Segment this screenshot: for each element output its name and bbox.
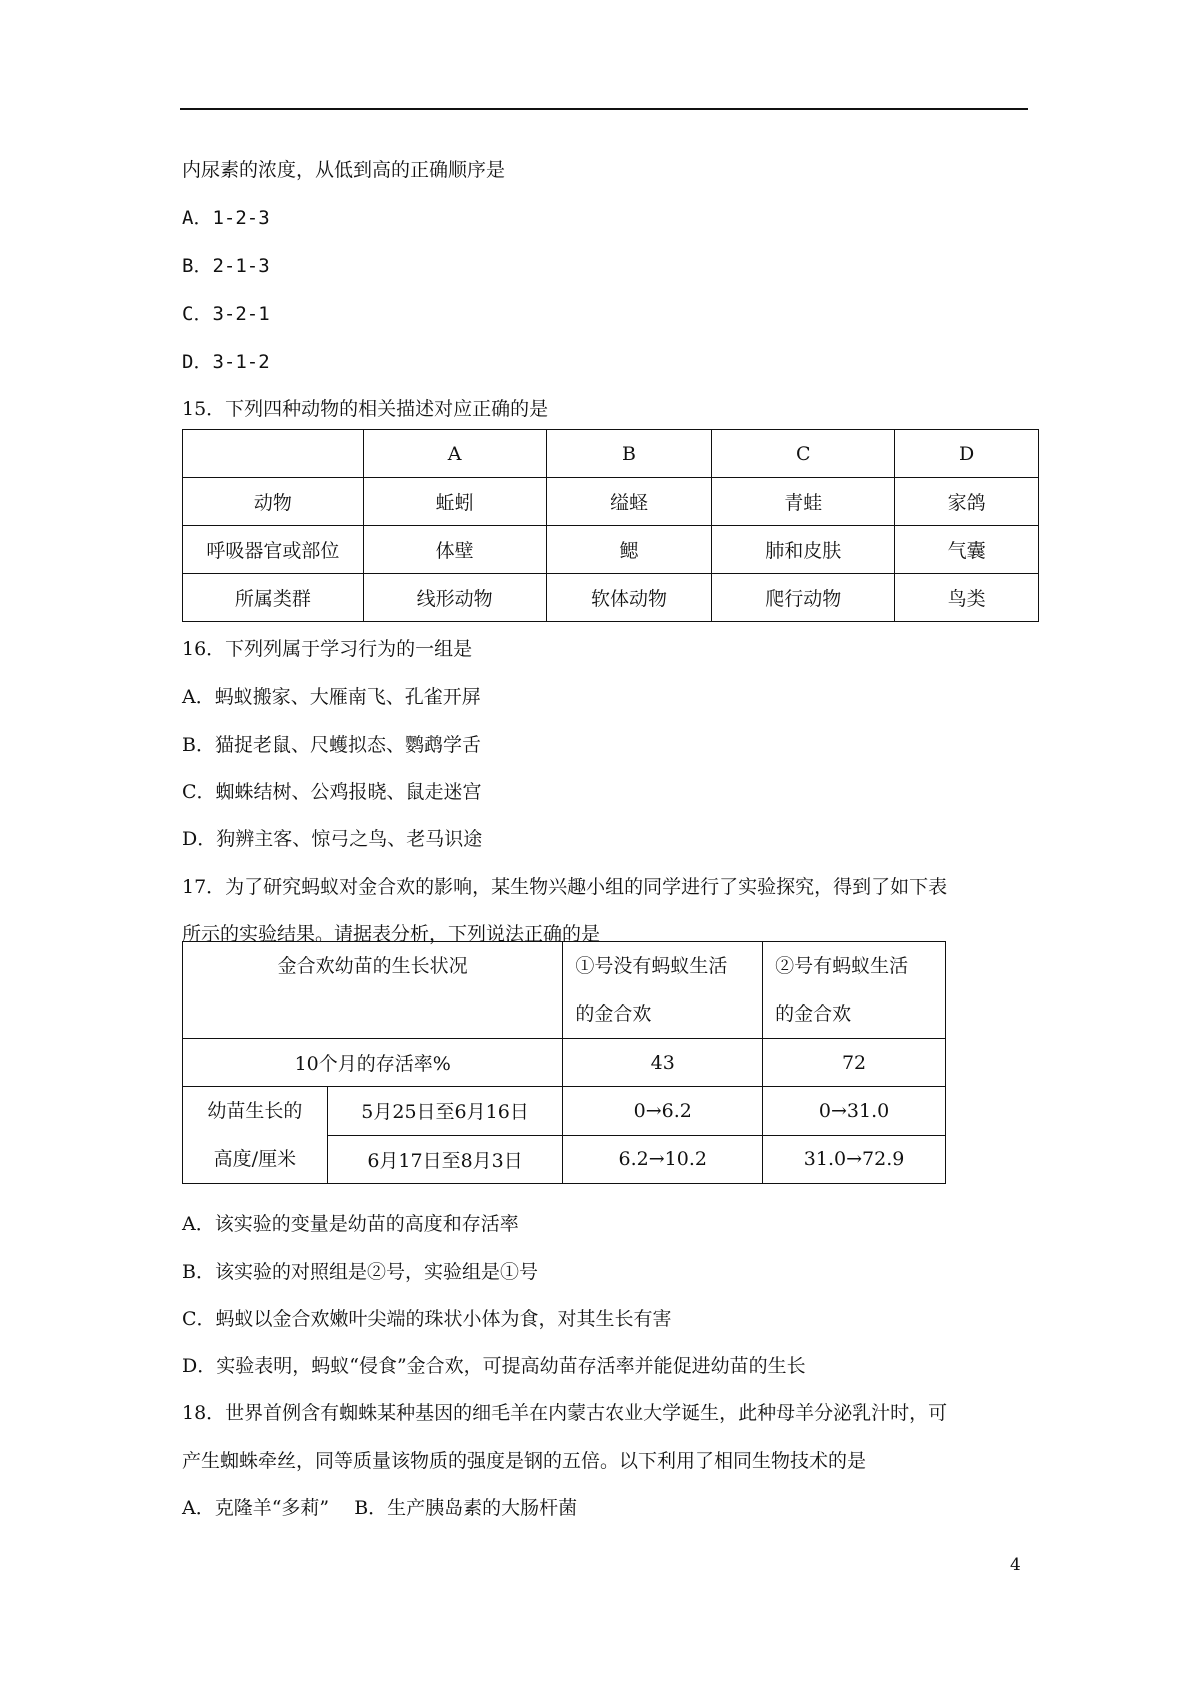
table-row: [183, 526, 1039, 574]
group1-header: [563, 942, 763, 1039]
table-row: [183, 1087, 946, 1136]
table-cell: 蚯蚓: [363, 478, 546, 526]
table-cell: [183, 430, 364, 478]
q18-stem-line1: 18．世界首例含有蜘蛛某种基因的细毛羊在内蒙古农业大学诞生，此种母羊分泌乳汁时，可: [182, 1402, 948, 1424]
group1-header-line2: 的金合欢: [575, 1003, 652, 1025]
table-cell: 鸟类: [895, 574, 1039, 622]
header-label: [183, 942, 563, 1039]
table-row: [183, 942, 946, 1039]
table-cell: 体壁: [363, 526, 546, 574]
q14-option-c: C．3-2-1: [182, 303, 270, 325]
table-row: [183, 430, 1039, 478]
q16-option-b: B．猫捉老鼠、尺蠖拟态、鹦鹉学舌: [182, 734, 481, 756]
table-cell: 线形动物: [363, 574, 546, 622]
period1-group1: 0→6.2: [563, 1087, 763, 1136]
table-header-cell: B: [546, 430, 712, 478]
q14-option-b: B．2-1-3: [182, 255, 270, 277]
q17-option-b: B．该实验的对照组是②号，实验组是①号: [182, 1261, 538, 1283]
table-cell: 软体动物: [546, 574, 712, 622]
row-label: 所属类群: [183, 574, 364, 622]
table-cell: 家鸽: [895, 478, 1039, 526]
q16-option-d: D．狗辨主客、惊弓之鸟、老马识途: [182, 828, 483, 850]
q17-stem-line2: 所示的实验结果。请据表分析，下列说法正确的是: [182, 923, 601, 945]
survival-label: 10个月的存活率%: [183, 1039, 563, 1087]
table-header-cell: C: [712, 430, 895, 478]
table-cell: 缢蛏: [546, 478, 712, 526]
survival-group2: 72: [763, 1039, 946, 1087]
q17-option-d: D．实验表明，蚂蚁“侵食”金合欢，可提高幼苗存活率并能促进幼苗的生长: [182, 1355, 806, 1377]
q15-animal-table: [182, 429, 1039, 622]
table-cell: 鳃: [546, 526, 712, 574]
q14-option-a: A．1-2-3: [182, 207, 270, 229]
group2-header: [763, 942, 946, 1039]
q17-option-c: C．蚂蚁以金合欢嫩叶尖端的珠状小体为食，对其生长有害: [182, 1308, 672, 1330]
page-number: 4: [1010, 1555, 1021, 1575]
survival-group1: 43: [563, 1039, 763, 1087]
q16-option-c: C．蜘蛛结树、公鸡报晓、鼠走迷宫: [182, 781, 482, 803]
q16-stem: 16．下列列属于学习行为的一组是: [182, 638, 473, 660]
period2-group2: 31.0→72.9: [763, 1135, 946, 1184]
table-row: [183, 574, 1039, 622]
table-header-cell: D: [895, 430, 1039, 478]
table-header-cell: A: [363, 430, 546, 478]
q18-options-ab: A．克隆羊“多莉” B．生产胰岛素的大肠杆菌: [182, 1497, 578, 1519]
q17-stem-line1: 17．为了研究蚂蚁对金合欢的影响，某生物兴趣小组的同学进行了实验探究，得到了如下表: [182, 876, 948, 898]
table-cell: 气囊: [895, 526, 1039, 574]
q17-option-a: A．该实验的变量是幼苗的高度和存活率: [182, 1213, 519, 1235]
group2-header-line2: 的金合欢: [775, 1003, 852, 1025]
table-cell: 爬行动物: [712, 574, 895, 622]
row-label: 呼吸器官或部位: [183, 526, 364, 574]
q14-stem-tail: 内尿素的浓度，从低到高的正确顺序是: [182, 159, 506, 181]
table-row: [183, 1039, 946, 1087]
group1-header-line1: ①号没有蚂蚁生活: [575, 955, 728, 977]
row-label: 动物: [183, 478, 364, 526]
q17-experiment-table: [182, 941, 946, 1184]
height-label: [183, 1087, 328, 1184]
table-cell: 肺和皮肤: [712, 526, 895, 574]
q14-option-d: D．3-1-2: [182, 351, 270, 373]
height-label-line2: 高度/厘米: [213, 1148, 297, 1170]
period2-label: 6月17日至8月3日: [327, 1135, 563, 1184]
period1-group2: 0→31.0: [763, 1087, 946, 1136]
period2-group1: 6.2→10.2: [563, 1135, 763, 1184]
height-label-line1: 幼苗生长的: [207, 1100, 303, 1122]
table-row: [183, 478, 1039, 526]
q16-option-a: A．蚂蚁搬家、大雁南飞、孔雀开屏: [182, 686, 481, 708]
header-label-text: 金合欢幼苗的生长状况: [277, 955, 468, 977]
group2-header-line1: ②号有蚂蚁生活: [775, 955, 909, 977]
header-rule: [180, 108, 1028, 110]
table-cell: 青蛙: [712, 478, 895, 526]
period1-label: 5月25日至6月16日: [327, 1087, 563, 1136]
q15-stem: 15．下列四种动物的相关描述对应正确的是: [182, 398, 549, 420]
q18-stem-line2: 产生蜘蛛牵丝，同等质量该物质的强度是钢的五倍。以下利用了相同生物技术的是: [182, 1450, 867, 1472]
